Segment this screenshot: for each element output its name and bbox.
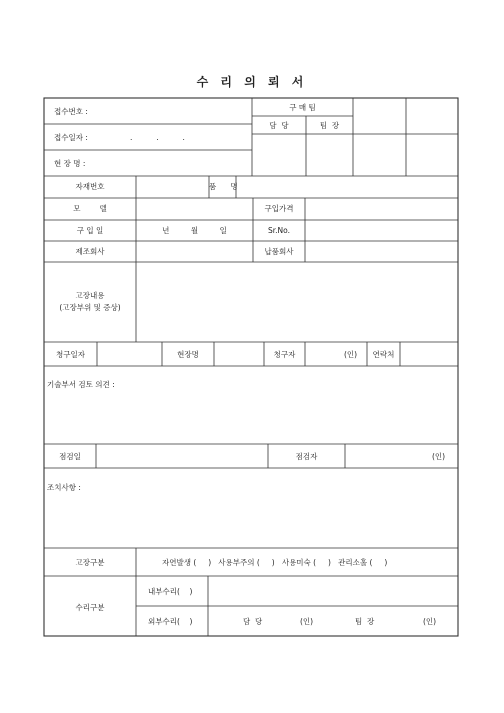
purchase-date-label: 구 입 일	[76, 226, 104, 235]
request-site-label: 현장명	[177, 350, 199, 359]
serial-no-label: Sr.No.	[268, 226, 290, 235]
internal-repair-label: 내부수리( )	[148, 587, 193, 596]
receipt-date-label: 접수일자 :	[54, 133, 88, 142]
request-date-label: 청구일자	[56, 350, 85, 359]
fault-class-label: 고장구분	[75, 558, 105, 567]
approval-team-leader-label: 팀 장	[319, 121, 340, 130]
receipt-no-label: 접수번호 :	[54, 107, 88, 116]
repair-team-leader-label: 팀 장	[355, 617, 375, 626]
fault-class-options: 자연발생 ( ) 사용부주의 ( ) 사용미숙 ( ) 관리소홀 ( )	[162, 558, 388, 567]
site-name-label: 현 장 명 :	[54, 159, 86, 168]
inspection-date-label: 점검일	[59, 452, 81, 461]
purchase-date-ymd: 년 월 일	[162, 226, 227, 235]
repair-class-label: 수리구분	[75, 603, 105, 612]
repair-in-charge-label: 담 당	[243, 617, 263, 626]
repair-team-leader-seal: (인)	[423, 617, 437, 626]
maker-label: 제조회사	[75, 247, 105, 256]
requester-label: 청구자	[273, 350, 296, 359]
external-repair-label: 외부수리( )	[148, 617, 193, 626]
inspector-label: 점검자	[295, 452, 318, 461]
repair-in-charge-seal: (인)	[300, 617, 314, 626]
material-no-label: 자재번호	[75, 182, 105, 191]
tech-opinion-label: 기술부서 검토 의견 :	[47, 380, 115, 389]
action-taken-label: 조치사항 :	[47, 483, 81, 492]
requester-seal: (인)	[344, 350, 358, 359]
form-title: 수 리 의 뢰 서	[196, 75, 308, 89]
contact-label: 연락처	[372, 350, 395, 359]
supplier-label: 납품회사	[264, 247, 294, 256]
purchase-price-label: 구입가격	[264, 204, 294, 213]
purchase-team-label: 구 매 팀	[289, 103, 316, 112]
product-name-label: 품 명	[209, 182, 238, 191]
receipt-date-placeholder: . . .	[130, 133, 185, 142]
approval-in-charge-label: 담 당	[269, 121, 289, 130]
inspector-seal: (인)	[432, 452, 446, 461]
fault-description-label: 고장내용	[75, 291, 105, 300]
model-label: 모 델	[73, 204, 107, 213]
fault-description-sublabel: (고장부위 및 증상)	[59, 303, 121, 312]
